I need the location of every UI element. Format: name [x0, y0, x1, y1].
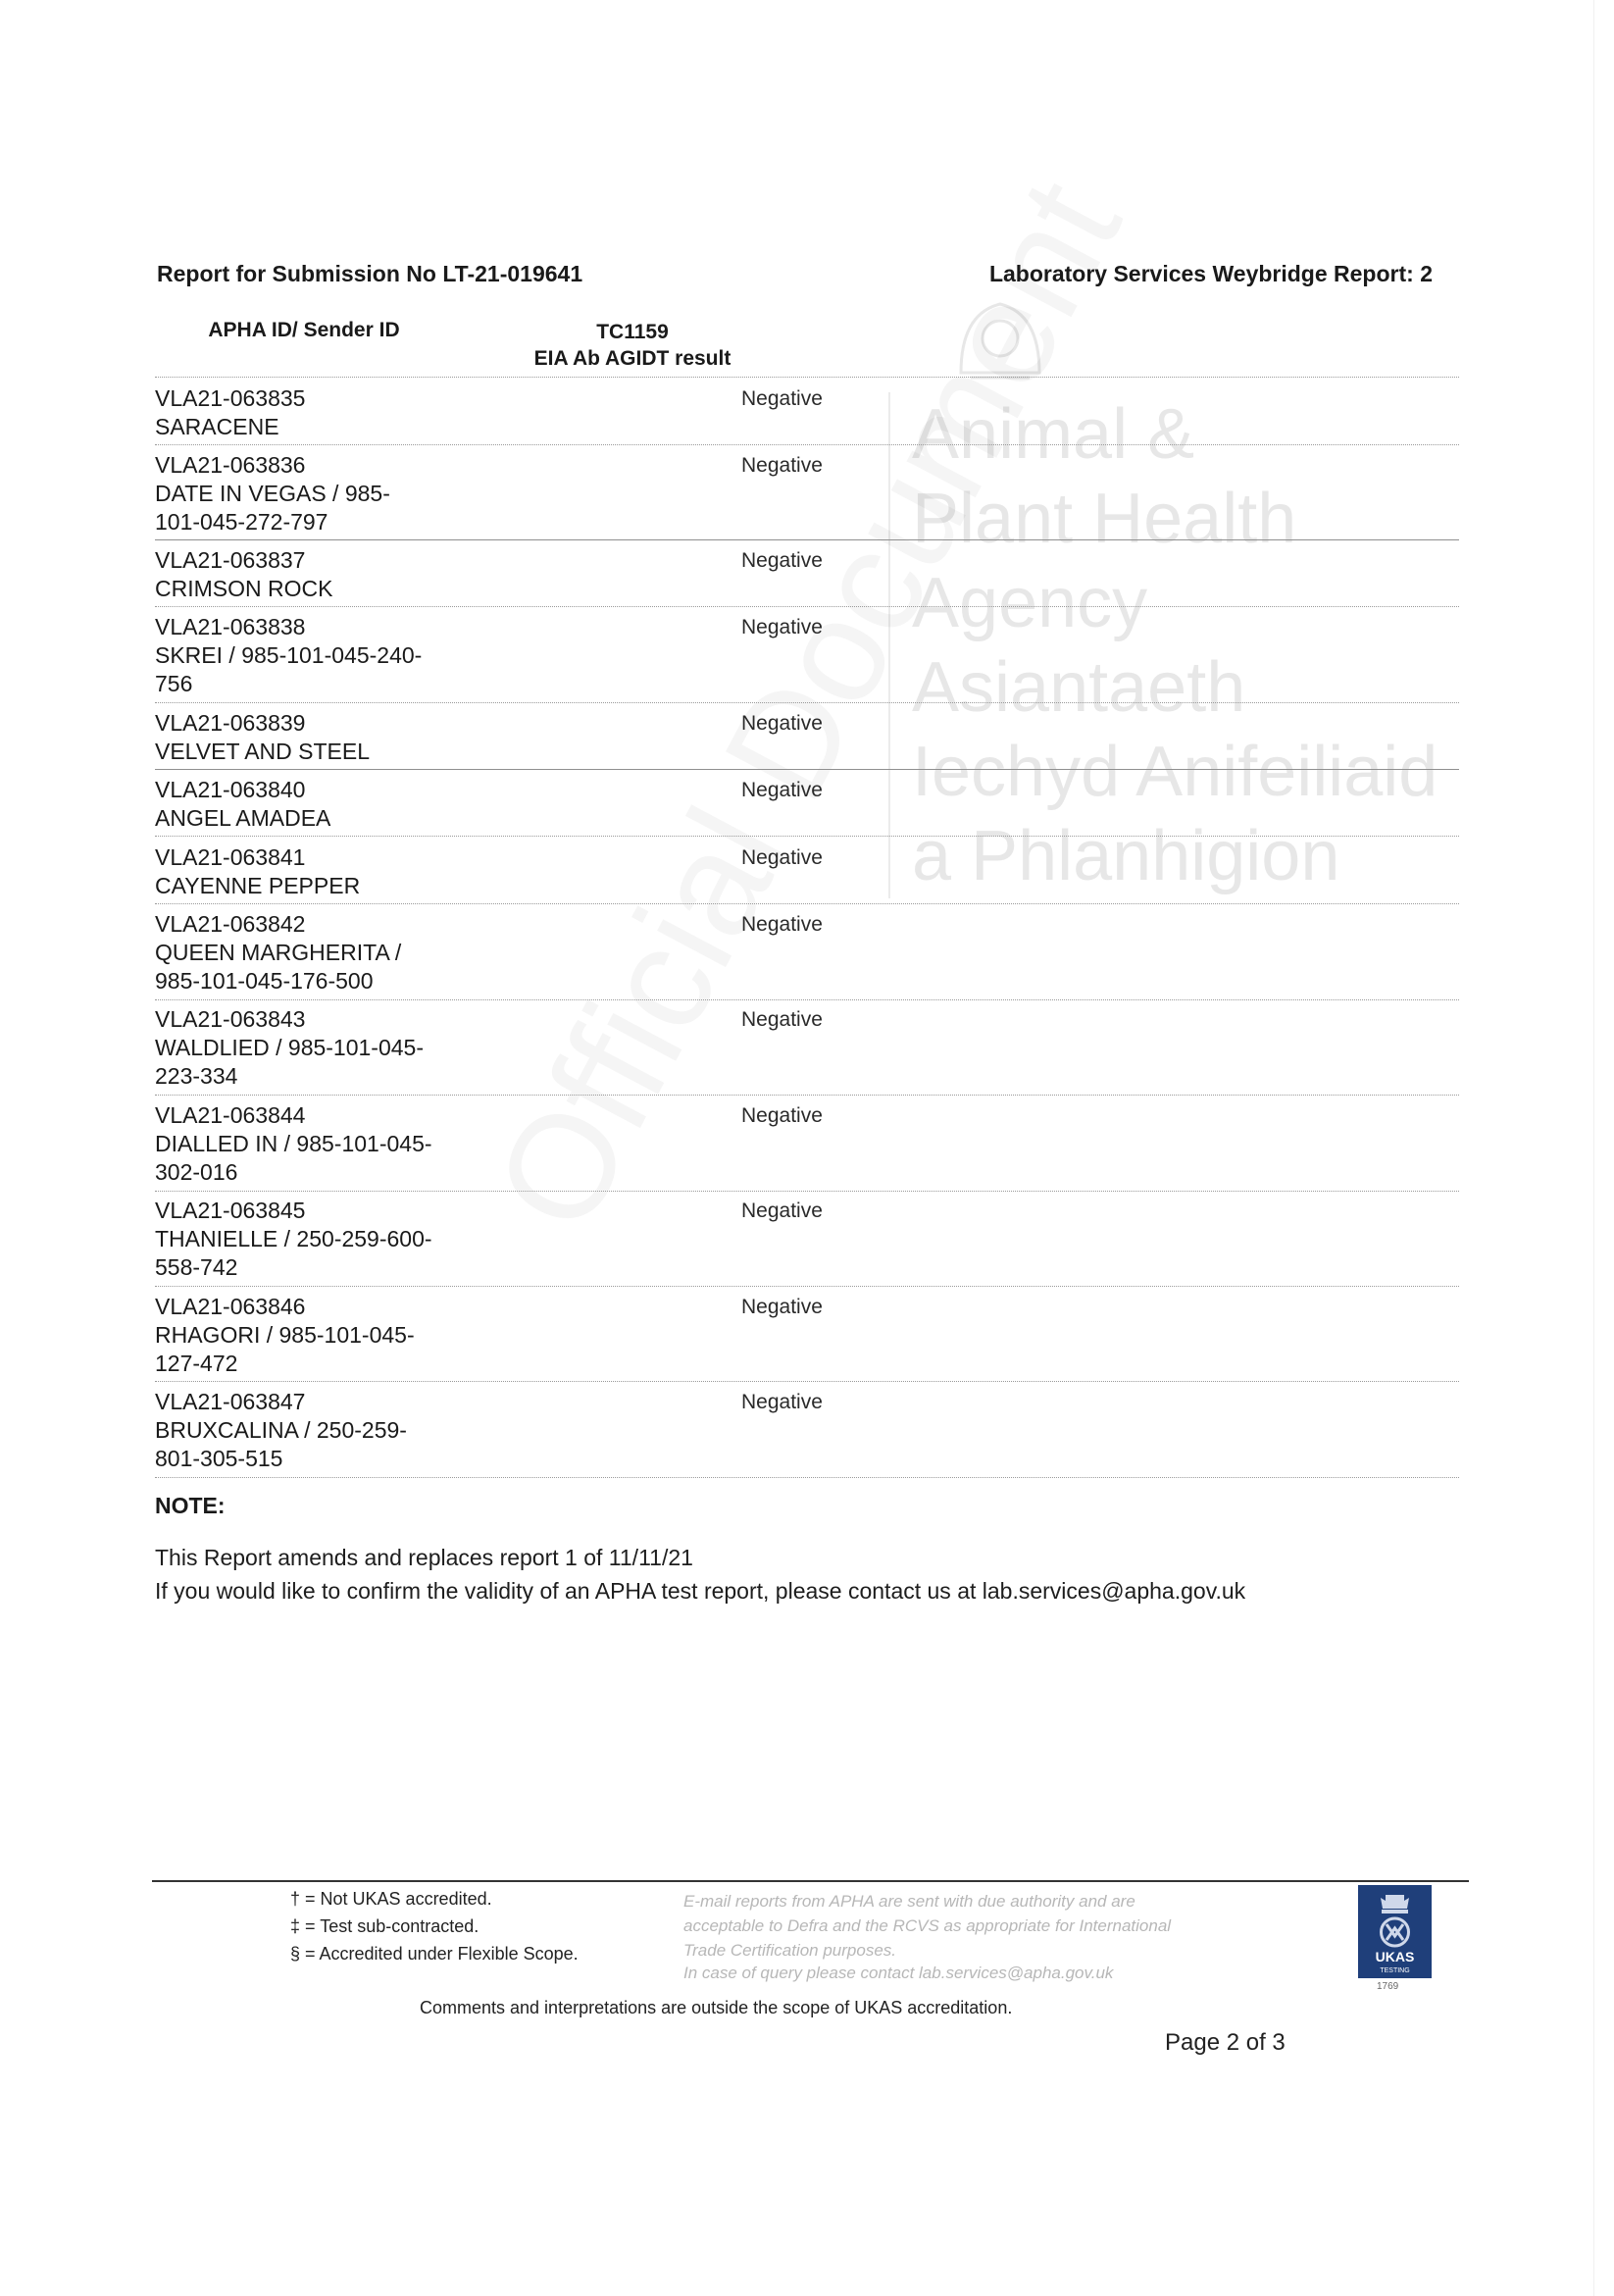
sample-id-cell	[155, 451, 488, 536]
row-rule	[155, 1477, 1459, 1478]
sample-line: VLA21-063838	[155, 614, 306, 639]
test-column-header	[490, 319, 775, 372]
result-cell: Negative	[741, 454, 823, 477]
watermark-line: Agency	[912, 564, 1148, 642]
sample-line: 223-334	[155, 1063, 238, 1089]
email-note-line: acceptable to Defra and the RCVS as appropriate for International	[683, 1916, 1172, 1935]
sample-line: VELVET AND STEEL	[155, 739, 371, 764]
sample-line: BRUXCALINA / 250-259-	[155, 1417, 407, 1443]
result-cell: Negative	[741, 549, 823, 572]
row-rule	[155, 769, 1459, 770]
row-rule	[155, 836, 1459, 837]
sample-line: SARACENE	[155, 414, 279, 439]
footer-rule	[152, 1880, 1469, 1882]
sample-line: 985-101-045-176-500	[155, 968, 374, 994]
sample-line: 756	[155, 671, 193, 696]
sample-line: CAYENNE PEPPER	[155, 873, 361, 898]
row-rule	[155, 1286, 1459, 1287]
result-cell: Negative	[741, 1391, 823, 1413]
sample-line: RHAGORI / 985-101-045-	[155, 1322, 415, 1348]
legend-item: † = Not UKAS accredited.	[290, 1889, 492, 1909]
sample-line: 558-742	[155, 1254, 238, 1280]
sample-line: DATE IN VEGAS / 985-	[155, 481, 390, 506]
sample-id-cell	[155, 613, 488, 698]
result-cell: Negative	[741, 712, 823, 735]
watermark-line: Plant Health	[912, 480, 1297, 558]
ukas-comments-note: Comments and interpretations are outside the scope of UKAS accreditation.	[420, 1998, 1013, 2017]
note-amend-text: This Report amends and replaces report 1 of 11/11/21	[155, 1545, 693, 1570]
ukas-label: UKAS	[1375, 1949, 1415, 1964]
sample-line: 127-472	[155, 1351, 238, 1376]
sample-line: ANGEL AMADEA	[155, 805, 331, 831]
sample-line: VLA21-063836	[155, 452, 306, 478]
row-rule	[155, 539, 1459, 540]
test-name: EIA Ab AGIDT result	[533, 347, 731, 370]
sample-line: 101-045-272-797	[155, 509, 328, 535]
sample-id-cell	[155, 384, 488, 441]
lab-report-title: Laboratory Services Weybridge Report: 2	[988, 261, 1433, 286]
sample-id-cell	[155, 910, 488, 995]
note-label: NOTE:	[155, 1493, 226, 1518]
sample-id-cell	[155, 1197, 488, 1282]
result-cell: Negative	[741, 1296, 823, 1318]
sample-line: SKREI / 985-101-045-240-	[155, 642, 423, 668]
row-rule	[155, 999, 1459, 1000]
sample-line: VLA21-063845	[155, 1198, 306, 1223]
sample-line: THANIELLE / 250-259-600-	[155, 1226, 432, 1251]
sample-id-cell	[155, 1388, 488, 1473]
sample-id-cell	[155, 776, 488, 833]
row-rule	[155, 1191, 1459, 1192]
sample-id-cell	[155, 1293, 488, 1378]
row-rule	[155, 903, 1459, 904]
note-contact-text: If you would like to confirm the validity of an APHA test report, please contact us at lab.services@apha.gov.uk	[155, 1578, 1246, 1604]
watermark-line: Iechyd Anifeiliaid	[912, 733, 1438, 811]
watermark-line: Animal &	[912, 395, 1195, 474]
ukas-logo-icon	[1358, 1885, 1432, 1978]
sample-line: VLA21-063837	[155, 547, 306, 573]
watermark-line: Asiantaeth	[912, 648, 1246, 727]
scan-edge	[1593, 0, 1594, 2296]
sample-line: VLA21-063839	[155, 710, 306, 736]
email-note-line: E-mail reports from APHA are sent with due authority and are	[683, 1892, 1135, 1911]
submission-title: Report for Submission No LT-21-019641	[157, 261, 583, 286]
sample-line: VLA21-063840	[155, 777, 306, 802]
email-note-line: Trade Certification purposes.	[683, 1941, 897, 1960]
sample-line: QUEEN MARGHERITA /	[155, 940, 402, 965]
result-cell: Negative	[741, 616, 823, 638]
legend-item: § = Accredited under Flexible Scope.	[290, 1944, 579, 1964]
sample-line: 302-016	[155, 1159, 238, 1185]
sample-line: VLA21-063842	[155, 911, 306, 937]
sample-line: VLA21-063847	[155, 1389, 306, 1414]
row-rule	[155, 444, 1459, 445]
row-rule	[155, 606, 1459, 607]
sample-id-cell	[155, 546, 488, 603]
ukas-number: 1769	[1377, 1981, 1399, 1992]
sample-line: CRIMSON ROCK	[155, 576, 333, 601]
header-rule	[155, 377, 1459, 378]
result-cell: Negative	[741, 913, 823, 936]
email-authority-note	[683, 1889, 1291, 1963]
sample-id-cell	[155, 709, 488, 766]
sample-line: VLA21-063846	[155, 1294, 306, 1319]
page-number: Page 2 of 3	[1165, 2029, 1286, 2056]
result-cell: Negative	[741, 1008, 823, 1031]
test-code: TC1159	[596, 321, 669, 343]
result-cell: Negative	[741, 846, 823, 869]
sample-line: VLA21-063844	[155, 1102, 306, 1128]
row-rule	[155, 1095, 1459, 1096]
sample-line: DIALLED IN / 985-101-045-	[155, 1131, 432, 1156]
result-cell: Negative	[741, 1199, 823, 1222]
sample-line: VLA21-063843	[155, 1006, 306, 1032]
watermark-line: a Phlanhigion	[912, 817, 1340, 895]
sample-line: VLA21-063841	[155, 844, 306, 870]
sample-id-cell	[155, 1005, 488, 1091]
id-column-header: APHA ID/ Sender ID	[208, 319, 400, 341]
row-rule	[155, 1381, 1459, 1382]
sample-line: 801-305-515	[155, 1446, 283, 1471]
result-cell: Negative	[741, 387, 823, 410]
legend-item: ‡ = Test sub-contracted.	[290, 1916, 479, 1936]
sample-id-cell	[155, 843, 488, 900]
result-cell: Negative	[741, 779, 823, 801]
row-rule	[155, 702, 1459, 703]
result-cell: Negative	[741, 1104, 823, 1127]
ukas-sub: TESTING	[1380, 1967, 1410, 1974]
accreditation-legend	[290, 1885, 579, 1967]
sample-line: WALDLIED / 985-101-045-	[155, 1035, 425, 1060]
sample-id-cell	[155, 1101, 488, 1187]
sample-line: VLA21-063835	[155, 385, 306, 411]
query-contact-note: In case of query please contact lab.services@apha.gov.uk	[683, 1964, 1114, 1982]
